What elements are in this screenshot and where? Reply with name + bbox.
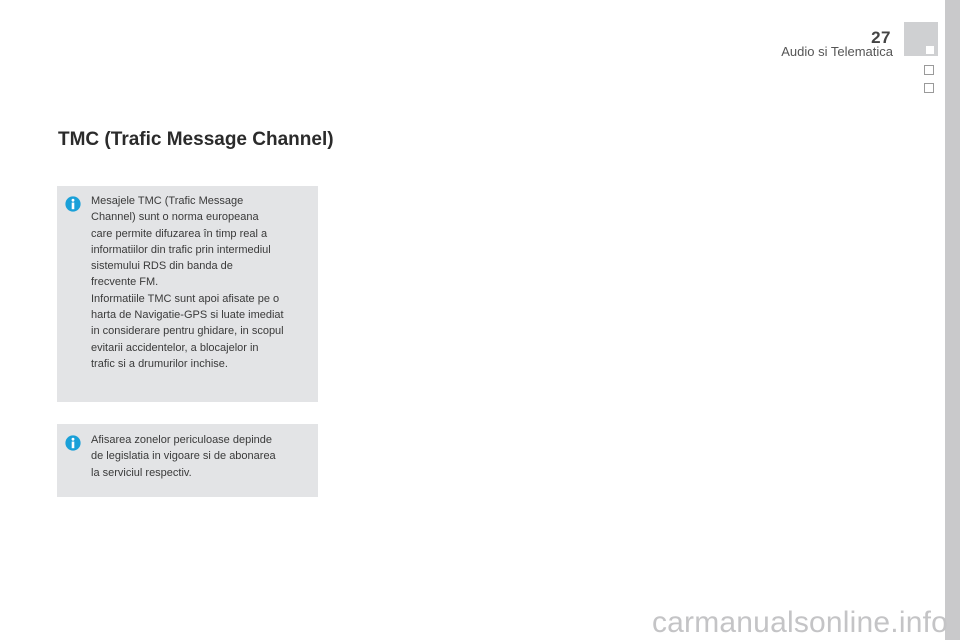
info-icon xyxy=(65,435,81,451)
info-box-tmc xyxy=(57,186,318,402)
chapter-tab-box-2 xyxy=(924,83,934,93)
info-box-legislation xyxy=(57,424,318,497)
chapter-tab-marker xyxy=(926,46,934,54)
section-title: Audio si Telematica xyxy=(781,44,893,59)
info-box-text: Afisarea zonelor periculoase depinde de legislatia in vigoare si de abonarea la serviciul respectiv. xyxy=(91,434,276,479)
page-title: TMC (Trafic Message Channel) xyxy=(58,129,334,150)
side-bar xyxy=(945,0,960,640)
info-icon xyxy=(65,196,81,212)
chapter-tab-box-1 xyxy=(924,65,934,75)
page-number: 27 xyxy=(871,28,891,47)
watermark: carmanualsonline.info xyxy=(651,606,948,639)
info-box-text: Mesajele TMC (Trafic Message Channel) sunt o norma europeana care permite difuzarea în timp real a informatiilor din trafic prin intermediul sistemului RDS din banda de frecvente FM. Informatiile TMC sunt apoi afisate pe o harta de Navigatie-GPS si luate imediat in considerare pentru ghidare, in scopul evitarii accidentelor, a blocajelor in trafic si a drumurilor inchise. xyxy=(91,195,284,370)
